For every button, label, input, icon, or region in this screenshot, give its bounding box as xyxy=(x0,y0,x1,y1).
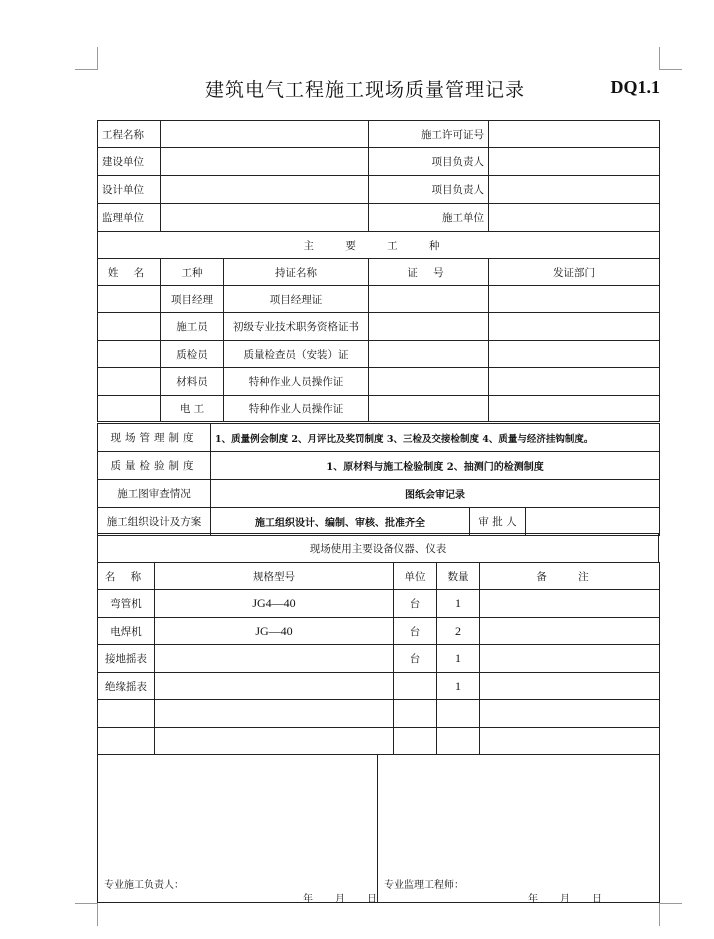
equipment-header-model: 规格型号 xyxy=(155,563,394,590)
equipment-qty: 1 xyxy=(437,590,480,618)
builder-unit-field[interactable] xyxy=(489,204,660,232)
equipment-name: 接地摇表 xyxy=(98,645,155,673)
contractor-signature-label: 专业施工负责人： xyxy=(104,880,184,891)
table-row xyxy=(98,728,660,755)
table-row xyxy=(98,148,660,176)
design-unit-field[interactable] xyxy=(161,176,369,204)
equipment-model[interactable] xyxy=(155,728,394,755)
mgmt-system-label: 现场管理制度 xyxy=(98,424,211,452)
equipment-unit: 台 xyxy=(394,645,437,673)
trades-header-issuer: 发证部门 xyxy=(489,259,660,286)
equipment-model: JG—40 xyxy=(155,618,394,645)
trade-cert-no[interactable] xyxy=(369,341,489,368)
equipment-model[interactable] xyxy=(155,700,394,728)
construction-manager-label: 项目负责人 xyxy=(369,148,489,176)
org-design-label: 施工组织设计及方案 xyxy=(98,508,211,536)
equipment-model xyxy=(155,673,394,700)
contractor-signature-date xyxy=(303,890,379,905)
construction-unit-field[interactable] xyxy=(161,148,369,176)
trade-cert-name: 初级专业技术职务资格证书 xyxy=(224,313,369,341)
table-row xyxy=(98,176,660,204)
trade-cert-no[interactable] xyxy=(369,313,489,341)
table-row xyxy=(98,755,660,903)
equipment-remarks[interactable] xyxy=(480,673,660,700)
mgmt-system-value: 1、质量例会制度 2、月评比及奖罚制度 3、三检及交接检制度 4、质量与经济挂钩制度。 xyxy=(211,424,660,452)
date-month-label: 月 xyxy=(335,894,347,905)
crop-mark-bottom-left xyxy=(75,903,98,926)
trade-issuer[interactable] xyxy=(489,396,660,422)
trades-header-cert: 持证名称 xyxy=(224,259,369,286)
table-row xyxy=(98,563,660,590)
date-year-label: 年 xyxy=(303,894,315,905)
table-row xyxy=(98,700,660,728)
page-title: 建筑电气工程施工现场质量管理记录 xyxy=(204,79,525,101)
contractor-signature-area[interactable] xyxy=(98,755,378,903)
equipment-name: 弯管机 xyxy=(98,590,155,618)
trade-person-name[interactable] xyxy=(98,368,161,396)
table-row xyxy=(98,645,660,673)
org-design-value: 施工组织设计、编制、审核、批准齐全 xyxy=(211,508,470,536)
equipment-header-qty: 数量 xyxy=(437,563,480,590)
table-row xyxy=(98,424,660,452)
trade-cert-name: 特种作业人员操作证 xyxy=(224,396,369,422)
project-info-table xyxy=(97,120,660,422)
equipment-remarks[interactable] xyxy=(480,590,660,618)
equipment-unit[interactable] xyxy=(394,700,437,728)
trade-type: 质检员 xyxy=(161,341,224,368)
crop-mark-top-right xyxy=(659,47,682,70)
trade-issuer[interactable] xyxy=(489,286,660,313)
equipment-remarks[interactable] xyxy=(480,645,660,673)
systems-table xyxy=(97,423,660,536)
trade-issuer[interactable] xyxy=(489,313,660,341)
permit-no-label: 施工许可证号 xyxy=(369,121,489,148)
trade-person-name[interactable] xyxy=(98,313,161,341)
table-row xyxy=(98,534,659,563)
inspection-system-label: 质量检验制度 xyxy=(98,452,211,480)
supervisor-signature-date xyxy=(528,890,604,905)
construction-unit-label: 建设单位 xyxy=(98,148,161,176)
table-row xyxy=(98,368,660,396)
project-name-field[interactable] xyxy=(161,121,369,148)
equipment-name[interactable] xyxy=(98,728,155,755)
builder-unit-label: 施工单位 xyxy=(369,204,489,232)
table-row xyxy=(98,396,660,422)
supervisor-signature-label: 专业监理工程师： xyxy=(384,880,464,891)
table-row xyxy=(98,590,660,618)
trade-cert-name: 特种作业人员操作证 xyxy=(224,368,369,396)
equipment-remarks[interactable] xyxy=(480,728,660,755)
table-row xyxy=(98,232,660,259)
trade-issuer[interactable] xyxy=(489,341,660,368)
trade-type: 材料员 xyxy=(161,368,224,396)
equipment-name: 绝缘摇表 xyxy=(98,673,155,700)
equipment-table xyxy=(97,562,660,755)
trades-header-trade: 工种 xyxy=(161,259,224,286)
equipment-unit xyxy=(394,673,437,700)
construction-manager-field[interactable] xyxy=(489,148,660,176)
trade-person-name[interactable] xyxy=(98,341,161,368)
trade-person-name[interactable] xyxy=(98,396,161,422)
table-row xyxy=(98,508,660,536)
trade-cert-name: 质量检查员（安装）证 xyxy=(224,341,369,368)
equipment-header-unit: 单位 xyxy=(394,563,437,590)
trade-cert-name: 项目经理证 xyxy=(224,286,369,313)
supervision-unit-field[interactable] xyxy=(161,204,369,232)
table-row xyxy=(98,673,660,700)
drawing-review-label: 施工图审查情况 xyxy=(98,480,211,508)
trades-header-name: 姓 名 xyxy=(98,259,161,286)
equipment-unit[interactable] xyxy=(394,728,437,755)
trade-cert-no[interactable] xyxy=(369,396,489,422)
equipment-header-remarks: 备 注 xyxy=(480,563,660,590)
equipment-heading-table xyxy=(97,533,659,563)
equipment-qty: 2 xyxy=(437,618,480,645)
date-year-label: 年 xyxy=(528,894,540,905)
equipment-unit: 台 xyxy=(394,618,437,645)
design-manager-label: 项目负责人 xyxy=(369,176,489,204)
table-row xyxy=(98,259,660,286)
equipment-remarks[interactable] xyxy=(480,618,660,645)
design-manager-field[interactable] xyxy=(489,176,660,204)
table-row xyxy=(98,452,660,480)
trade-person-name[interactable] xyxy=(98,286,161,313)
crop-mark-bottom-right xyxy=(659,903,682,926)
date-day-label: 日 xyxy=(367,894,379,905)
signature-table xyxy=(97,754,660,903)
table-row xyxy=(98,618,660,645)
main-trades-heading: 主 要 工 种 xyxy=(98,232,660,259)
trade-type: 电 工 xyxy=(161,396,224,422)
table-row xyxy=(98,286,660,313)
table-row xyxy=(98,204,660,232)
trades-header-cert-no: 证 号 xyxy=(369,259,489,286)
equipment-qty[interactable] xyxy=(437,728,480,755)
design-unit-label: 设计单位 xyxy=(98,176,161,204)
equipment-qty[interactable] xyxy=(437,700,480,728)
date-month-label: 月 xyxy=(560,894,572,905)
equipment-model: JG4—40 xyxy=(155,590,394,618)
equipment-name: 电焊机 xyxy=(98,618,155,645)
equipment-header-name: 名 称 xyxy=(98,563,155,590)
equipment-qty: 1 xyxy=(437,673,480,700)
table-row xyxy=(98,121,660,148)
date-day-label: 日 xyxy=(592,894,604,905)
table-row xyxy=(98,341,660,368)
project-name-label: 工程名称 xyxy=(98,121,161,148)
equipment-heading: 现场使用主要设备仪器、仪表 xyxy=(98,534,659,563)
inspection-system-value: 1、原材料与施工检验制度 2、抽测门的检测制度 xyxy=(211,452,660,480)
supervision-unit-label: 监理单位 xyxy=(98,204,161,232)
table-row xyxy=(98,313,660,341)
equipment-unit: 台 xyxy=(394,590,437,618)
equipment-remarks[interactable] xyxy=(480,700,660,728)
supervisor-signature-area[interactable] xyxy=(378,755,660,903)
trade-cert-no[interactable] xyxy=(369,286,489,313)
trade-cert-no[interactable] xyxy=(369,368,489,396)
equipment-model xyxy=(155,645,394,673)
table-row xyxy=(98,480,660,508)
approver-label: 审 批 人 xyxy=(470,508,526,536)
approver-field[interactable] xyxy=(526,508,660,536)
permit-no-field[interactable] xyxy=(489,121,660,148)
equipment-qty: 1 xyxy=(437,645,480,673)
equipment-name[interactable] xyxy=(98,700,155,728)
drawing-review-value: 图纸会审记录 xyxy=(211,480,660,508)
trade-issuer[interactable] xyxy=(489,368,660,396)
trade-type: 施工员 xyxy=(161,313,224,341)
trade-type: 项目经理 xyxy=(161,286,224,313)
crop-mark-top-left xyxy=(75,47,98,70)
form-code: DQ1.1 xyxy=(610,77,660,97)
